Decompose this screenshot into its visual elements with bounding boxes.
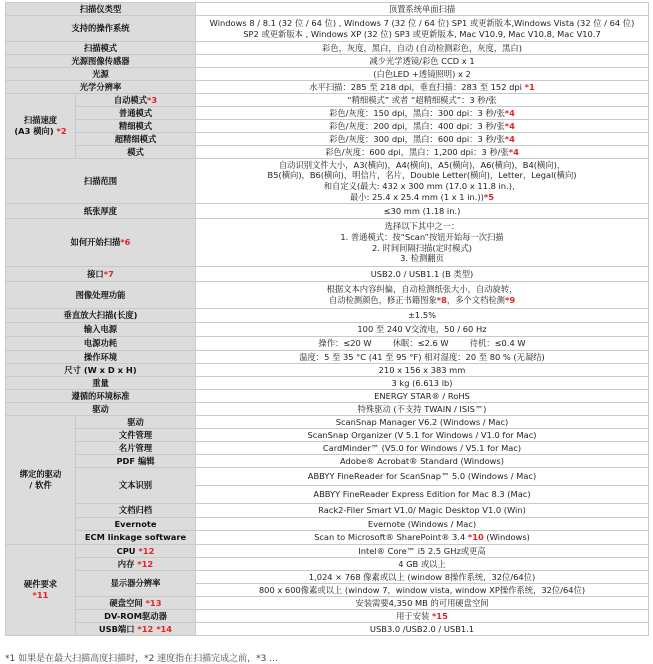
start-scan-line-1: 选择以下其中之一：	[384, 221, 460, 232]
speed-superfine-value: 彩色/灰度：300 dpi，黑白：600 dpi：3 秒/张*4	[196, 133, 649, 146]
sensor-label: 光源图像传感器	[6, 55, 196, 68]
image-proc-value	[196, 282, 649, 309]
driver-value: 特殊驱动 (不支持 TWAIN / ISIS™)	[196, 403, 649, 416]
weight-label: 重量	[6, 377, 196, 390]
row-light	[6, 68, 649, 81]
speed-group-title: 扫描速度	[23, 115, 58, 126]
row-hw-usb	[6, 623, 649, 636]
sw-card-value: CardMinder™ (V5.0 for Windows / V5.1 for Mac)	[196, 442, 649, 455]
row-speed-normal	[6, 107, 649, 120]
sw-ocr-label: 文本识别	[76, 468, 196, 504]
speed-normal-value: 彩色/灰度：150 dpi，黑白：300 dpi：3 秒/张*4	[196, 107, 649, 120]
hw-dvd-note: *15	[431, 610, 448, 621]
power-input-label: 输入电源	[6, 323, 196, 337]
spec-table	[5, 2, 649, 636]
row-hw-disk	[6, 597, 649, 610]
hw-display-line-1: 1,024 × 768 像素或以上 (window 8操作系统，32位/64位)	[196, 571, 649, 584]
row-environment	[6, 351, 649, 364]
scan-range-line-2: B5(横向)，B6(横向)，明信片，名片，Double Letter(横向)，Letter，Legal(横向)	[267, 170, 577, 181]
speed-fine-label: 精细模式	[76, 120, 196, 133]
hw-cpu-value: Intel® Core™ i5 2.5 GHz或更高	[196, 545, 649, 558]
scan-range-label: 扫描范围	[6, 159, 196, 204]
image-proc-line-2: 自动检测颜色，修正书籍图象*8，多个文档检测*9	[328, 295, 516, 305]
row-sw-evernote	[6, 518, 649, 531]
interface-note: *7	[103, 268, 114, 279]
speed-normal-note: *4	[504, 107, 515, 118]
power-input-value: 100 至 240 V交流电，50 / 60 Hz	[196, 323, 649, 337]
light-label: 光源	[6, 68, 196, 81]
row-sw-card	[6, 442, 649, 455]
speed-normal-label: 普通模式	[76, 107, 196, 120]
image-proc-label: 图像处理功能	[6, 282, 196, 309]
row-power-consumption	[6, 337, 649, 351]
environment-value: 温度：5 至 35 °C (41 至 95 °F) 相对湿度：20 至 80 % (无凝结)	[196, 351, 649, 364]
scanner-type-value: 顶置系统单面扫描	[196, 3, 649, 16]
row-sw-driver	[6, 416, 649, 429]
speed-group-subtitle: (A3 横向) *2	[14, 126, 67, 136]
speed-fine-value: 彩色/灰度：200 dpi，黑白：400 dpi：3 秒/张*4	[196, 120, 649, 133]
dimensions-label: 尺寸 (W x D x H)	[6, 364, 196, 377]
interface-label: 接口*7	[6, 267, 196, 282]
sw-card-label: 名片管理	[76, 442, 196, 455]
footnote-text: *1 如果是在最大扫描高度扫描时，*2 速度指在扫描完成之前，*3 ...	[5, 654, 278, 664]
row-compliance	[6, 390, 649, 403]
software-group-label	[6, 416, 76, 545]
speed-auto-label: 自动模式*3	[76, 94, 196, 107]
os-label: 支持的操作系统	[6, 16, 196, 42]
hardware-group-note: *11	[32, 590, 49, 600]
row-speed-superfine	[6, 133, 649, 146]
hw-dvd-label: DV-ROM驱动器	[76, 610, 196, 623]
sw-file-label: 文件管理	[76, 429, 196, 442]
row-speed-mode	[6, 146, 649, 159]
light-value: (白色LED +透镜照明) x 2	[196, 68, 649, 81]
scan-range-line-4: 最小: 25.4 x 25.4 mm (1 x 1 in.))*5	[349, 191, 494, 202]
optical-res-text: 水平扫描：285 至 218 dpi，垂直扫描：283 至 152 dpi	[309, 81, 522, 92]
row-optical-res	[6, 81, 649, 94]
image-proc-note-2: *9	[504, 295, 516, 305]
sw-ecm-label: ECM linkage software	[76, 531, 196, 545]
weight-value: 3 kg (6.613 lb)	[196, 377, 649, 390]
row-scan-mode	[6, 42, 649, 55]
hw-usb-label: USB端口 *12 *14	[76, 623, 196, 636]
hw-disk-value: 安装需要4,350 MB 的可用硬盘空间	[196, 597, 649, 610]
hw-cpu-note: *12	[138, 545, 155, 556]
row-power-input	[6, 323, 649, 337]
speed-group-note: *2	[56, 126, 67, 136]
speed-superfine-note: *4	[504, 133, 515, 144]
hardware-group-title: 硬件要求	[23, 579, 58, 590]
row-os	[6, 16, 649, 42]
environment-label: 操作环境	[6, 351, 196, 364]
interface-value: USB2.0 / USB1.1 (B 类型)	[196, 267, 649, 282]
hw-memory-label: 内存 *12	[76, 558, 196, 571]
row-hw-cpu	[6, 545, 649, 558]
hardware-group-label	[6, 545, 76, 636]
hw-display-label: 显示器分辨率	[76, 571, 196, 597]
row-speed-fine	[6, 120, 649, 133]
driver-label: 驱动	[6, 403, 196, 416]
speed-group-label	[6, 94, 76, 159]
row-perpendicular	[6, 309, 649, 323]
sw-ocr-value-2: ABBYY FineReader Express Edition for Mac 8.3 (Mac)	[196, 486, 649, 504]
sw-archive-label: 文档归档	[76, 504, 196, 518]
software-group-title: 绑定的驱动	[19, 469, 62, 480]
scan-mode-value: 彩色，灰度，黑白，自动 (自动检测彩色，灰度，黑白)	[196, 42, 649, 55]
start-scan-label: 如何开始扫描*6	[6, 219, 196, 267]
speed-superfine-label: 超精细模式	[76, 133, 196, 146]
row-hw-memory	[6, 558, 649, 571]
row-weight	[6, 377, 649, 390]
power-consumption-value: 操作：≤20 W 休眠：≤2.6 W 待机：≤0.4 W	[196, 337, 649, 351]
scanner-type-label: 扫描仪类型	[6, 3, 196, 16]
scan-range-line-3: 和自定义(最大: 432 x 300 mm (17.0 x 11.8 in.)，	[323, 181, 521, 191]
row-dimensions	[6, 364, 649, 377]
hw-cpu-label: CPU *12	[76, 545, 196, 558]
row-sensor	[6, 55, 649, 68]
image-proc-note-1: *8	[436, 295, 447, 305]
scan-range-value	[196, 159, 649, 204]
row-sw-ocr-1	[6, 468, 649, 486]
sw-pdf-label: PDF 编辑	[76, 455, 196, 468]
optical-res-note: *1	[524, 81, 535, 92]
hw-usb-value: USB3.0 /USB2.0 / USB1.1	[196, 623, 649, 636]
speed-fine-note: *4	[504, 120, 515, 131]
hw-memory-note: *12	[137, 558, 154, 569]
sw-archive-value: Rack2-Filer Smart V1.0/ Magic Desktop V1.0 (Win)	[196, 504, 649, 518]
speed-mode-label: 模式	[76, 146, 196, 159]
sw-evernote-label: Evernote	[76, 518, 196, 531]
row-driver	[6, 403, 649, 416]
sw-ocr-value-1: ABBYY FineReader for ScanSnap™ 5.0 (Windows / Mac)	[196, 468, 649, 486]
sw-pdf-value: Adobe® Acrobat® Standard (Windows)	[196, 455, 649, 468]
sw-ecm-note: *10	[467, 532, 484, 543]
row-sw-pdf	[6, 455, 649, 468]
start-scan-note: *6	[120, 237, 131, 248]
start-scan-value	[196, 219, 649, 267]
optical-res-value	[196, 81, 649, 94]
os-line-2: SP2 或更新版本 , Windows XP (32 位) SP3 或更新版本, Mac V10.9, Mac V10.8, Mac V10.7	[243, 28, 601, 39]
speed-auto-note: *3	[147, 94, 158, 105]
scan-mode-label: 扫描模式	[6, 42, 196, 55]
hw-display-line-2: 800 x 600像素或以上 (window 7，window vista, window XP操作系统，32位/64位)	[196, 584, 649, 597]
speed-mode-value: 彩色/灰度：600 dpi，黑白：1,200 dpi：3 秒/张*4	[196, 146, 649, 159]
start-scan-line-3: 2. 时间间隔扫描(定时模式)	[372, 242, 472, 253]
sw-ecm-value: Scan to Microsoft® SharePoint® 3.4 *10 (Windows)	[196, 531, 649, 545]
row-speed-auto	[6, 94, 649, 107]
sw-driver-label: 驱动	[76, 416, 196, 429]
hw-usb-note: *12 *14	[137, 623, 173, 634]
sensor-value: 减少光学透镜/彩色 CCD x 1	[196, 55, 649, 68]
row-sw-ecm	[6, 531, 649, 545]
hw-disk-note: *13	[145, 597, 162, 608]
row-thickness	[6, 204, 649, 219]
scan-range-note: *5	[483, 191, 494, 202]
thickness-label: 纸张厚度	[6, 204, 196, 219]
sw-evernote-value: Evernote (Windows / Mac)	[196, 518, 649, 531]
sw-driver-value: ScanSnap Manager V6.2 (Windows / Mac)	[196, 416, 649, 429]
start-scan-line-2: 1. 普通模式：按“Scan”按钮开始每一次扫描	[340, 231, 504, 242]
speed-auto-value: “精细模式” 或者 “超精细模式”：3 秒/张	[196, 94, 649, 107]
row-scanner-type	[6, 3, 649, 16]
image-proc-line-1: 根据文本内容纠偏，自动检测纸张大小，自动旋转，	[326, 284, 518, 295]
row-start-scan	[6, 219, 649, 267]
perpendicular-label: 垂直放大扫描(长度)	[6, 309, 196, 323]
optical-res-label: 光学分辨率	[6, 81, 196, 94]
hw-memory-value: 4 GB 或以上	[196, 558, 649, 571]
row-sw-archive	[6, 504, 649, 518]
start-scan-line-4: 3. 检测翻页	[400, 253, 444, 264]
speed-mode-note: *4	[508, 146, 519, 157]
scan-range-line-1: 自动识别文件大小，A3(横向)，A4(横向)，A5(横向)，A6(横向)，B4(横向)，	[278, 159, 566, 170]
sw-file-value: ScanSnap Organizer (V 5.1 for Windows / V1.0 for Mac)	[196, 429, 649, 442]
row-hw-dvd	[6, 610, 649, 623]
thickness-value: ≤30 mm (1.18 in.)	[196, 204, 649, 219]
hw-dvd-value: 用于安装 *15	[196, 610, 649, 623]
perpendicular-value: ±1.5%	[196, 309, 649, 323]
os-value	[196, 16, 649, 42]
compliance-label: 遵循的环境标准	[6, 390, 196, 403]
dimensions-value: 210 x 156 x 383 mm	[196, 364, 649, 377]
power-consumption-label: 电源功耗	[6, 337, 196, 351]
software-group-subtitle: / 软件	[29, 480, 52, 490]
hw-disk-label: 硬盘空间 *13	[76, 597, 196, 610]
compliance-value: ENERGY STAR® / RoHS	[196, 390, 649, 403]
row-sw-file	[6, 429, 649, 442]
row-hw-display-1	[6, 571, 649, 584]
row-scan-range	[6, 159, 649, 204]
row-image-proc	[6, 282, 649, 309]
row-interface	[6, 267, 649, 282]
os-line-1: Windows 8 / 8.1 (32 位 / 64 位) , Windows 7 (32 位 / 64 位) SP1 或更新版本,Windows Vista (32 位 / 64 位)	[209, 17, 635, 28]
